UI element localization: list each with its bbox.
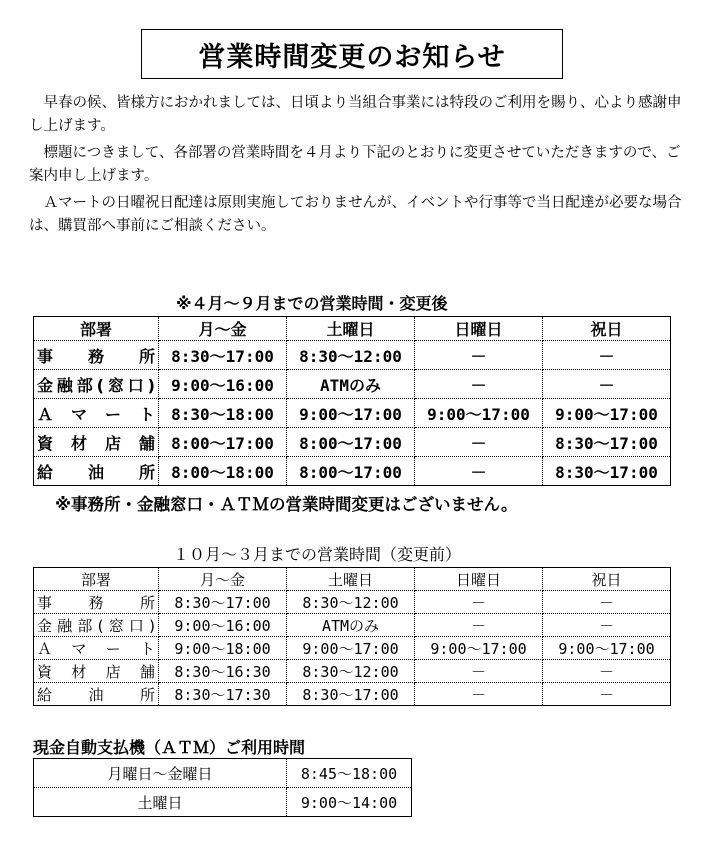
dept-cell: Ａ マ ー ト: [34, 399, 159, 428]
time-cell: －: [543, 370, 671, 399]
atm-title: 現金自動支払機（ＡＴＭ）ご利用時間: [33, 738, 306, 757]
page-title: 営業時間変更のお知らせ: [141, 29, 563, 79]
table-row: [34, 660, 671, 683]
time-cell: －: [415, 591, 543, 614]
dept-cell: 事 務 所: [34, 591, 159, 614]
time-cell: 9:00～17:00: [287, 399, 415, 428]
time-cell: 8:30～12:00: [287, 341, 415, 370]
header-dept: 部署: [34, 317, 159, 341]
hours-before-table: [33, 567, 671, 706]
after-table-title: ※４月～９月までの営業時間・変更後: [176, 294, 448, 313]
time-cell: 8:30～17:00: [287, 683, 415, 706]
table-row: [34, 341, 671, 370]
table-row: [34, 591, 671, 614]
table-row: [34, 614, 671, 637]
time-cell: ATMのみ: [287, 370, 415, 399]
time-cell: 8:30～16:30: [159, 660, 287, 683]
header-saturday: 土曜日: [287, 317, 415, 341]
time-cell: －: [415, 341, 543, 370]
header-sunday: 日曜日: [415, 568, 543, 591]
intro-paragraph: 早春の候、皆様方におかれましては、日頃より当組合事業には特段のご利用を賜り、心より感謝申し上げます。: [29, 95, 682, 134]
time-cell: －: [543, 614, 671, 637]
dept-cell: 資 材 店 舗: [34, 428, 159, 457]
time-cell: 8:30～17:00: [543, 428, 671, 457]
intro-paragraph: 標題につきまして、各部署の営業時間を４月より下記のとおりに変更させていただきますので、ご案内申し上げます。: [29, 145, 681, 184]
time-cell: 8:30～12:00: [287, 591, 415, 614]
time-cell: 8:00～17:00: [159, 428, 287, 457]
time-cell: 8:30～17:30: [159, 683, 287, 706]
table-header-row: [34, 568, 671, 591]
header-weekday: 月～金: [159, 568, 287, 591]
time-cell: 9:00～16:00: [159, 614, 287, 637]
atm-hours-table: [33, 758, 412, 817]
table-row: [34, 399, 671, 428]
dept-cell: 事 務 所: [34, 341, 159, 370]
header-dept: 部署: [34, 568, 159, 591]
table-row: [34, 683, 671, 706]
hours-after-table: [33, 316, 671, 486]
time-cell: 8:00～17:00: [287, 428, 415, 457]
time-cell: 9:00～18:00: [159, 637, 287, 660]
atm-day-cell: 土曜日: [34, 788, 287, 817]
header-saturday: 土曜日: [287, 568, 415, 591]
time-cell: 9:00～17:00: [415, 637, 543, 660]
dept-cell: 給 油 所: [34, 683, 159, 706]
time-cell: 9:00～17:00: [287, 637, 415, 660]
time-cell: 8:00～18:00: [159, 457, 287, 486]
time-cell: 8:00～17:00: [287, 457, 415, 486]
time-cell: －: [415, 370, 543, 399]
table-row: [34, 759, 412, 788]
atm-time-cell: 8:45～18:00: [287, 759, 412, 788]
time-cell: －: [415, 660, 543, 683]
intro-text: [29, 92, 689, 242]
time-cell: －: [543, 591, 671, 614]
table-row: [34, 370, 671, 399]
table-row: [34, 637, 671, 660]
header-holiday: 祝日: [543, 317, 671, 341]
header-holiday: 祝日: [543, 568, 671, 591]
time-cell: －: [543, 683, 671, 706]
dept-cell: Ａ マ ー ト: [34, 637, 159, 660]
time-cell: 9:00～16:00: [159, 370, 287, 399]
no-change-note: ※事務所・金融窓口・ＡＴＭの営業時間変更はございません。: [55, 495, 518, 514]
time-cell: ATMのみ: [287, 614, 415, 637]
time-cell: －: [415, 614, 543, 637]
time-cell: 9:00～17:00: [415, 399, 543, 428]
time-cell: －: [415, 457, 543, 486]
time-cell: 9:00～17:00: [543, 399, 671, 428]
time-cell: 8:30～12:00: [287, 660, 415, 683]
table-row: [34, 788, 412, 817]
time-cell: 9:00～17:00: [543, 637, 671, 660]
time-cell: 8:30～18:00: [159, 399, 287, 428]
time-cell: －: [415, 428, 543, 457]
table-header-row: [34, 317, 671, 341]
before-table-title: １０月～３月までの営業時間（変更前）: [173, 545, 462, 564]
table-row: [34, 457, 671, 486]
time-cell: 8:30～17:00: [159, 591, 287, 614]
intro-paragraph: Ａマートの日曜祝日配達は原則実施しておりませんが、イベントや行事等で当日配達が必要な場合は、購買部へ事前にご相談ください。: [29, 195, 682, 234]
time-cell: －: [543, 341, 671, 370]
atm-day-cell: 月曜日～金曜日: [34, 759, 287, 788]
time-cell: －: [543, 660, 671, 683]
time-cell: 8:30～17:00: [543, 457, 671, 486]
time-cell: 8:30～17:00: [159, 341, 287, 370]
table-row: [34, 428, 671, 457]
dept-cell: 資 材 店 舗: [34, 660, 159, 683]
atm-time-cell: 9:00～14:00: [287, 788, 412, 817]
dept-cell: 金融部(窓口): [34, 370, 159, 399]
time-cell: －: [415, 683, 543, 706]
dept-cell: 金融部(窓口): [34, 614, 159, 637]
dept-cell: 給 油 所: [34, 457, 159, 486]
header-sunday: 日曜日: [415, 317, 543, 341]
header-weekday: 月～金: [159, 317, 287, 341]
